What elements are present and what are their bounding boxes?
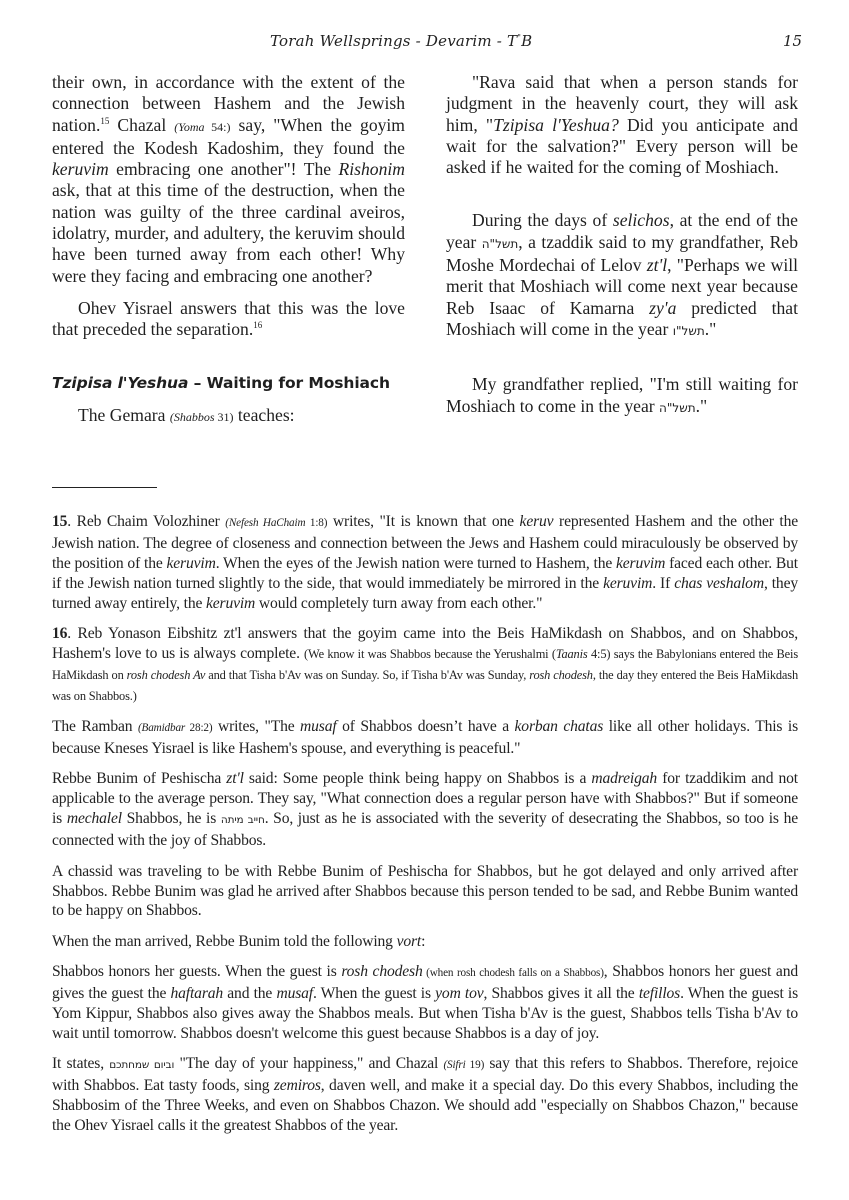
hebrew-year: תשל"ו [672,323,705,338]
source-citation: 54:) [204,119,231,134]
text: writes, "The [212,718,301,736]
italic-term: keruvim [52,159,109,180]
text: , "Perhaps we will merit that Moshiach will come next year because Reb Isaac of Kamarna [446,255,798,318]
parenthetical: (when rosh chodesh falls on a Shabbos) [422,967,604,980]
text: and that Tisha b'Av was on Sunday. So, if Tisha b'Av was Sunday, [205,667,530,682]
text: . If [652,574,675,592]
book-title-end: B [521,32,533,50]
footnotes [52,512,798,1146]
text: . When the guest is [312,985,436,1003]
text: "Rava said that when a person stands for judgment in the heavenly court, they will ask him, " [446,72,798,135]
italic-term: zt'l [226,770,244,788]
footnote-paragraph-chassid [52,862,798,922]
text: say, "When the goyim entered the Kodesh Kadoshim, they found the [52,114,405,158]
italic-term: rosh chodesh [529,667,593,682]
text: and the [223,985,277,1003]
text: . So, just as he is associated with the severity of desecrating the Shabbos, so too is he connected with the joy of Shabbos. [52,810,798,850]
text: of Shabbos doesn’t have a [336,718,515,736]
text: , at the end of the year [446,210,798,252]
footnote-separator [52,487,157,488]
footnote-paragraph-ramban [52,717,798,759]
paragraph [446,374,798,419]
footnote-ref-15[interactable]: 15 [100,115,110,126]
source-citation: 31) [214,409,234,424]
text: My grandfather replied, "I'm still waiting for Moshiach to come in the year [446,374,798,416]
italic-term: zt'l [646,255,668,276]
text: their own, in accordance with the extent of the connection between Hashem and the Jewish nation. [52,72,405,135]
text: . When the guest is Yom Kippur, Shabbos also gives away the Shabbos meals. But when Tisha b'Av is the guest, Shabbos tells Tisha b'Av to wait until tomorrow. Shabbos doesn't welcome this guest because Shabbos is a day of joy. [52,985,798,1042]
italic-term: keruvim [616,554,666,572]
paragraph [52,72,405,287]
text: teaches: [233,404,295,425]
text: Shabbos, he is [121,810,221,828]
italic-term: tefillos [638,985,681,1003]
italic-term: keruvim [166,554,216,572]
footnote-paragraph-arrived [52,932,798,952]
italic-term: musaf [300,718,337,736]
text: said: Some people think being happy on Shabbos is a [243,770,592,788]
text: say that this refers to Shabbos. Therefore, rejoice with Shabbos. Eat tasty foods, sing [52,1055,799,1095]
text: predicted that Moshiach will come in the year [446,297,798,339]
hebrew-phrase: חייב מיתה [220,814,265,827]
source-citation: (Nefesh HaChaim [225,517,306,529]
text: Rebbe Bunim of Peshischa [52,770,227,788]
italic-term: yom tov [435,985,484,1003]
italic-term: zemiros [273,1077,321,1095]
italic-term: korban chatas [514,718,604,736]
footnote-number: 16 [52,625,68,643]
page-number: 15 [783,32,803,50]
text: During the days of [472,210,613,231]
right-column [446,72,798,419]
footnote-ref-16[interactable]: 16 [253,320,263,331]
italic-term: mechalel [66,810,122,828]
italic-term: vort [396,932,422,950]
text: for tzaddikim and not applicable to the average person. They say, "What connection does a regular person have with Shabbos?" But if someone is [52,770,798,828]
text: The Ramban [52,718,138,736]
italic-term: keruv [519,513,554,530]
footnote-15 [52,512,798,614]
hebrew-phrase: וביום שמחתכם [109,1059,175,1072]
hebrew-year: תשל"ה [481,236,519,251]
text: ." [695,395,708,416]
text: , Shabbos gives it all the [483,985,639,1003]
book-title-mark: " [517,33,522,42]
running-header [0,30,849,54]
text: Chazal [109,114,175,135]
italic-term: Tzipisa l'Yeshua? [493,114,619,135]
text: like all other holidays. This is because Kneses Yisrael is like Hashem's spouse, and everything is peaceful." [52,718,799,758]
paragraph [446,210,798,342]
text: , a tzaddik said to my grandfather, Reb Moshe Mordechai of Lelov [446,231,798,276]
text: : [421,932,426,950]
source-citation: 19) [465,1059,485,1072]
footnote-paragraph-bunim [52,769,798,851]
source-citation: (Bamidbar [137,722,186,735]
source-citation: (Yoma [174,119,205,134]
italic-term: Taanis [555,646,588,661]
book-title-text: Torah Wellsprings - Devarim - T [270,32,518,50]
text: A chassid was traveling to be with Rebbe Bunim of Peshischa for Shabbos, but he got delayed and only arrived after Shabbos. Rebbe Bunim was glad he arrived after Shabbos because this person tended to be sad, and Rebbe Bunim wanted to be happy on Shabbos. [52,862,798,920]
italic-term: keruvim [206,594,256,612]
paragraph [446,72,798,178]
source-citation: 1:8) [305,517,328,529]
source-citation: (Shabbos [169,409,215,424]
heading-italic: Tzipisa l'Yeshua [52,373,189,392]
source-citation: 28:2) [185,722,213,735]
text: Did you anticipate and wait for the salvation?" Every person will be asked if he waited for the coming of Moshiach. [446,114,798,178]
italic-term: keruvim [603,574,653,592]
italic-term: chas veshalom [674,574,764,592]
text: . When the eyes of the Jewish nation were turned to Hashem, the [215,554,617,572]
text: represented Hashem and the other the Jewish nation. The degree of closeness and connection between the Jews and Hashem could miraculously be observed by the position of the [52,513,798,572]
italic-term: madreigah [591,770,658,788]
book-title [270,32,532,50]
footnote-paragraph-guests [52,962,798,1044]
text: ask, that at this time of the destruction, when the nation was guilty of the three cardinal aveiros, idolatry, murder, and adultery, the keruvim should have been turned away from each other! Why were they facing and embracing one another? [52,180,405,286]
text: "The day of your happiness," and Chazal [174,1055,444,1073]
text: . Reb Yonason Eibshitz zt'l answers that the goyim came into the Beis HaMikdash on Shabbos, and on Shabbos, Hashem's love to us is always complete. [52,625,798,662]
paragraph [52,405,405,428]
text: , the day they entered the Beis HaMikdash was on Shabbos.) [52,667,798,703]
text: , daven well, and make it a special day. Do this every Shabbos, including the Shabbosim of the Three Weeks, and even on Shabbos Chazon. We should add "especially on Shabbos Chazon," because the Ohev Yisrael calls it the greatest Shabbos of the year. [52,1077,798,1135]
section-heading [52,373,405,394]
footnote-paragraph-states [52,1054,798,1136]
italic-term: musaf [276,985,313,1003]
text: ." [704,318,717,339]
text: . Reb Chaim Volozhiner [67,513,226,530]
italic-term: selichos [612,210,670,231]
italic-term: rosh chodesh [341,963,423,981]
text: 4:5) says the Babylonians entered the Beis HaMikdash on [52,646,798,682]
text: embracing one another"! The [108,159,339,180]
text: Shabbos honors her guests. When the guest is [52,963,342,981]
footnote-16 [52,624,798,707]
text: writes, "It is known that one [327,513,520,530]
source-citation: (Sifri [443,1059,466,1072]
italic-term: rosh chodesh Av [126,667,206,682]
paragraph [52,298,405,341]
hebrew-year: תשל"ה [659,400,696,415]
text: would completely turn away from each other." [255,594,543,612]
text: Ohev Yisrael answers that this was the love that preceded the separation. [52,297,405,340]
text: , Shabbos honors her guest and gives the guest the [52,963,798,1003]
footnote-number: 15 [52,513,68,530]
italic-term: zy'a [649,297,677,318]
italic-term: haftarah [170,985,224,1003]
text: faced each other. But if the Jewish nation turned slightly to the side, that would immediately be mirrored in the [52,554,798,592]
text: It states, [52,1055,110,1073]
italic-term: Rishonim [338,159,405,180]
text: The Gemara [78,404,170,425]
heading-text: – Waiting for Moshiach [188,373,390,392]
text: When the man arrived, Rebbe Bunim told the following [52,932,397,950]
text: , they turned away entirely, the [52,574,798,612]
text: (We know it was Shabbos because the Yerushalmi ( [304,646,556,661]
left-column [52,72,405,428]
